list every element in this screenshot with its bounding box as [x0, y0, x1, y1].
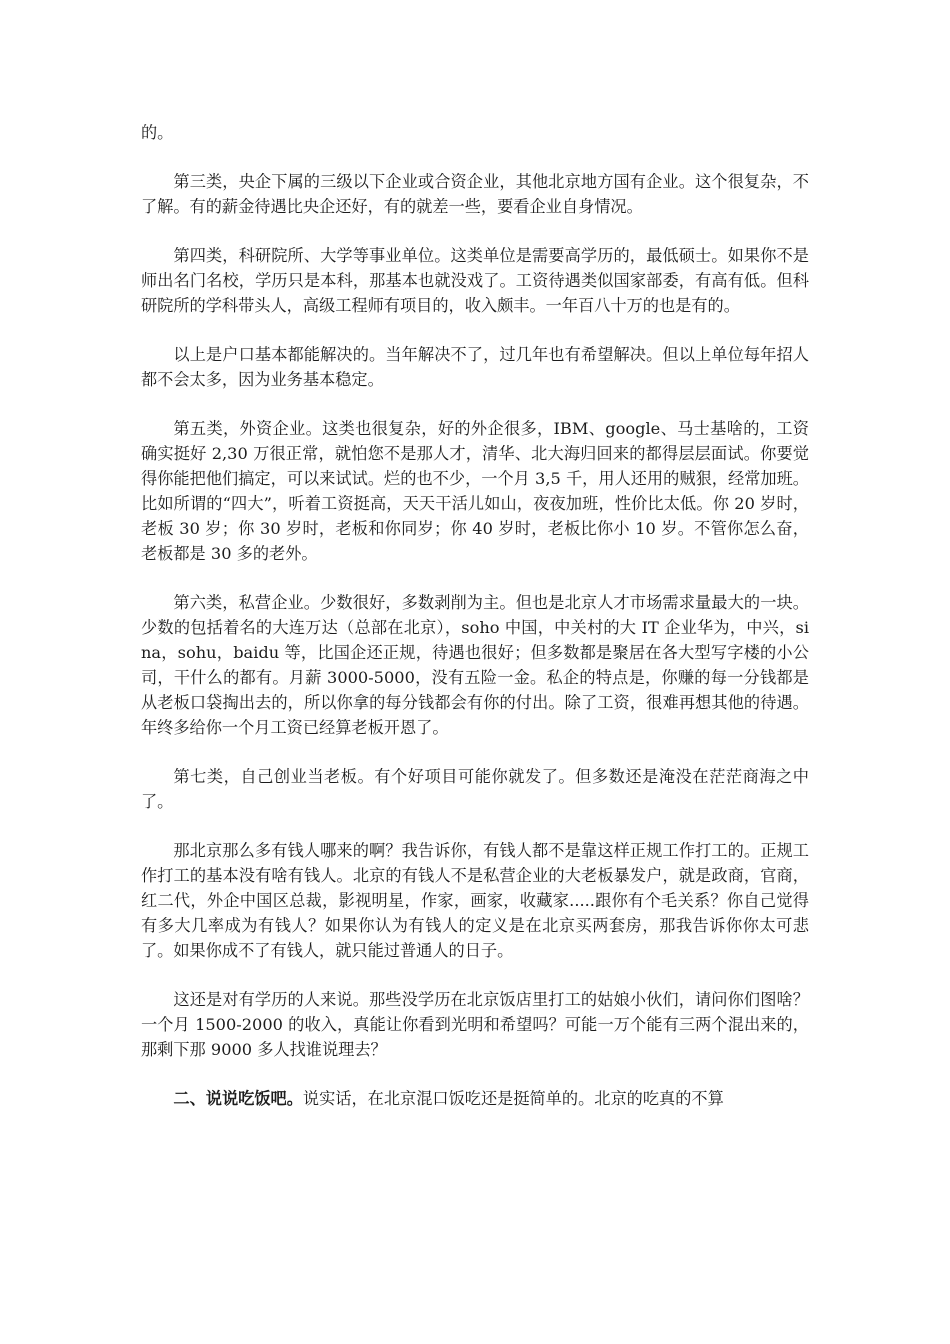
paragraph-category-three: 第三类，央企下属的三级以下企业或合资企业，其他北京地方国有企业。这个很复杂，不了解。有的薪金待遇比央企还好，有的就差一些，要看企业自身情况。	[141, 172, 809, 216]
paragraph-category-four: 第四类，科研院所、大学等事业单位。这类单位是需要高学历的，最低硕士。如果你不是师出名门名校，学历只是本科，那基本也就没戏了。工资待遇类似国家部委，有高有低。但科研院所的学科带头人，高级工程师有项目的，收入颇丰。一年百八十万的也是有的。	[141, 246, 809, 315]
paragraph-category-five: 第五类，外资企业。这类也很复杂，好的外企很多，IBM、google、马士基啥的，工资确实挺好 2,30 万很正常，就怕您不是那人才，清华、北大海归回来的都得层层面试。你要觉得你能把他们搞定，可以来试试。烂的也不少，一个月 3,5 千，用人还用的贼狠，经常加班。比如所谓的“四大”，听着工资挺高，天天干活儿如山，夜夜加班，性价比太低。你 20 岁时，老板 30 岁；你 30 岁时，老板和你同岁；你 40 岁时，老板比你小 10 岁。不管你怎么奋，老板都是 30 多的老外。	[141, 419, 809, 563]
paragraph-hukou-summary: 以上是户口基本都能解决的。当年解决不了，过几年也有希望解决。但以上单位每年招人都不会太多，因为业务基本稳定。	[141, 345, 809, 389]
paragraph-category-seven: 第七类，自己创业当老板。有个好项目可能你就发了。但多数还是淹没在茫茫商海之中了。	[141, 767, 809, 811]
paragraph-section-two	[141, 1086, 809, 1111]
section-two-text: 说实话，在北京混口饭吃还是挺简单的。北京的吃真的不算	[302, 1089, 724, 1108]
section-heading: 二、说说吃饭吧。	[173, 1089, 303, 1108]
document-page	[141, 120, 809, 1135]
paragraph-continuation: 的。	[141, 123, 174, 142]
paragraph-category-six: 第六类，私营企业。少数很好，多数剥削为主。但也是北京人才市场需求量最大的一块。少数的包括着名的大连万达（总部在北京），soho 中国，中关村的大 IT 企业华为，中兴，sina，sohu，baidu 等，比国企还正规，待遇也很好；但多数都是聚居在各大型写字楼的小公司，干什么的都有。月薪 3000-5000，没有五险一金。私企的特点是，你赚的每一分钱都是从老板口袋掏出去的，所以你拿的每分钱都会有你的付出。除了工资，很难再想其他的待遇。年终多给你一个月工资已经算老板开恩了。	[141, 593, 809, 737]
paragraph-no-degree: 这还是对有学历的人来说。那些没学历在北京饭店里打工的姑娘小伙们，请问你们图啥？一个月 1500-2000 的收入，真能让你看到光明和希望吗？可能一万个能有三两个混出来的，那剩下那 9000 多人找谁说理去？	[141, 990, 809, 1059]
paragraph-rich-people: 那北京那么多有钱人哪来的啊？我告诉你，有钱人都不是靠这样正规工作打工的。正规工作打工的基本没有啥有钱人。北京的有钱人不是私营企业的大老板暴发户，就是政商，官商，红二代，外企中国区总裁，影视明星，作家，画家，收藏家.....跟你有个毛关系？你自己觉得有多大几率成为有钱人？如果你认为有钱人的定义是在北京买两套房，那我告诉你你太可悲了。如果你成不了有钱人，就只能过普通人的日子。	[141, 841, 809, 960]
